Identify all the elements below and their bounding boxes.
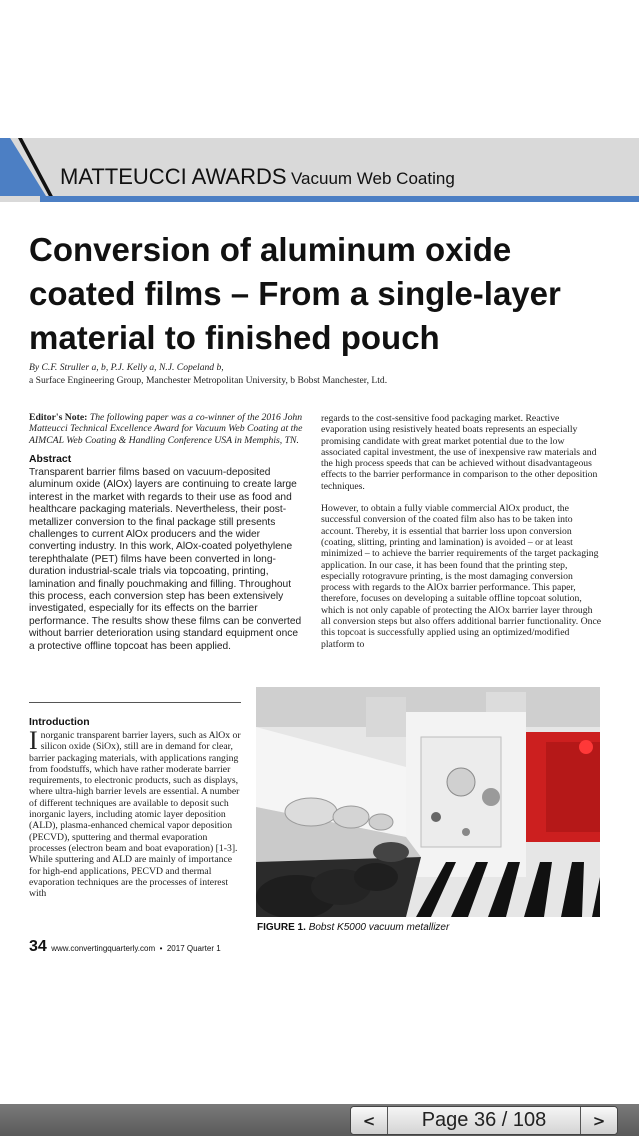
- section-header: [60, 164, 455, 190]
- figure-caption: [257, 922, 449, 933]
- abstract-text: Transparent barrier films based on vacuum-deposited aluminum oxide (AlOx) layers are continuing to create large interest in the market with regards to their use as food and healthcare packaging materials. Nevertheless, their post-metallizer conversion to the final package still presents challenges to current AlOx producers and the wider converting industry. In this work, AlOx-coated polyethylene terephthalate (PET) films have been converted in long-duration industrial-scale trials via topcoating, printing, lamination and finally pouchmaking and filling. Throughout this process, each conversion step has been extensively investigated, especially for its effects on the barrier performance. The results show these films can be converted without barrier deterioration using standard equipment once a protective offline topcoat has been applied.: [29, 466, 302, 652]
- chevron-left-icon: <: [362, 1111, 376, 1130]
- article-title: Conversion of aluminum oxide coated films – From a single-layer material to finished pouch: [29, 231, 561, 356]
- footer-issue: 2017 Quarter 1: [166, 944, 221, 953]
- right-column: [321, 413, 603, 650]
- figure-label: FIGURE 1.: [257, 922, 306, 933]
- editors-note-label: Editor's Note:: [29, 412, 88, 423]
- abstract-heading: Abstract: [29, 453, 72, 465]
- introduction-heading: Introduction: [29, 717, 90, 728]
- right-column-paragraph-2: However, to obtain a fully viable commercial AlOx product, the successful conversion of the coated film also has to be taken into account. Thereby, it is essential that barrier loss upon conversion (coating, slitting, printing and lamination) is avoided – or at least minimized – to achieve the barrier requirements of the target packaging application. In our case, it has been found that the printing step, especially rotogravure printing, is the most damaging conversion process with regards to the AlOx barrier performance. This paper, therefore, focuses on developing a suitable offline topcoat solution, which is not only capable of protecting the AlOx barrier layer through all conversion steps but also offers additional barrier functionality. Once this topcoat is successfully applied using an optimized/modified platform to: [321, 503, 602, 650]
- page-number: 34: [29, 938, 47, 955]
- page-indicator[interactable]: Page 36 / 108: [421, 1109, 547, 1131]
- section-divider: [29, 702, 241, 703]
- left-column: [29, 412, 304, 653]
- editors-note-text: The following paper was a co-winner of the 2016 John Matteucci Technical Excellence Award for Vacuum Web Coating at the AIMCAL Web Coating & Handling Conference USA in Memphis, TN.: [29, 412, 303, 446]
- previous-page-button[interactable]: [351, 1107, 388, 1134]
- footer-url: www.convertingquarterly.com: [51, 944, 156, 953]
- subsection-name: Vacuum Web Coating: [290, 169, 455, 188]
- page-navigator: [350, 1106, 618, 1135]
- introduction-section: [29, 717, 243, 899]
- introduction-body: [29, 726, 243, 900]
- figure-photo: [256, 687, 600, 917]
- chevron-right-icon: >: [592, 1111, 606, 1130]
- header-accent-rule: [40, 196, 639, 202]
- next-page-button[interactable]: [580, 1107, 617, 1134]
- editors-note: [29, 412, 304, 446]
- section-name: MATTEUCCI AWARDS: [60, 164, 287, 189]
- introduction-text: norganic transparent barrier layers, such as AlOx or silicon oxide (SiOx), still are in demand for clear, barrier packaging materials, with applications ranging from foodstuffs, which have rather moderate barrier requirements, to electronic products, such as displays, where ultra-high barrier levels are essential. A number of different techniques are available to deposit such inorganic layers, including atomic layer deposition (ALD), plasma-enhanced chemical vapor deposition (PECVD), sputtering and thermal evaporation processes (electron beam and boat evaporation) [1-3]. While sputtering and ALD are mainly of importance for high-end applications, PECVD and thermal evaporation techniques are the processes of interest with: [29, 730, 241, 900]
- page-footer: [29, 938, 221, 956]
- introduction-dropcap: I: [29, 726, 38, 755]
- article-affiliations: a Surface Engineering Group, Manchester Metropolitan University, b Bobst Manchester, Ltd.: [29, 375, 388, 386]
- vacuum-metallizer-illustration: [256, 687, 600, 917]
- right-column-paragraph-1: regards to the cost-sensitive food packaging market. Reactive evaporation using resistively heated boats represents an especially promising candidate with great market potential due to the low associated capital investment, the use of inexpensive raw materials and the high process speeds that can be achieved without disadvantageous effects to the barrier performance in comparison to the other deposition techniques.: [321, 413, 598, 492]
- figure-caption-text: Bobst K5000 vacuum metallizer: [308, 922, 450, 933]
- article-authors: By C.F. Struller a, b, P.J. Kelly a, N.J. Copeland b,: [29, 362, 224, 373]
- footer-bullet: •: [159, 944, 163, 953]
